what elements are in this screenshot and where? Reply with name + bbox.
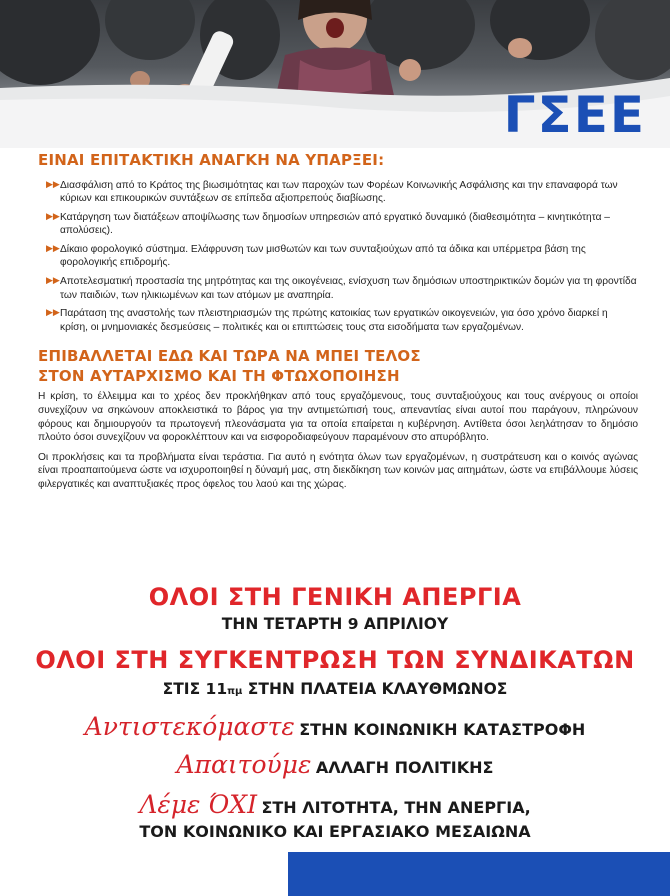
- list-item: ▶▶ Δίκαιο φορολογικό σύστημα. Ελάφρυνση των μισθωτών και των συνταξιούχων από τα άδικα και υπέρμετρα βάση της φορολογικής επιδρομής.: [46, 243, 586, 269]
- slogan-script: Λέμε ΌΧΙ: [139, 790, 257, 819]
- list-item: ▶▶ Παράταση της αναστολής των πλειστηριασμών της πρώτης κατοικίας των εργατικών οικογενειών, για όσο χρόνο διαρκεί η κρίση, οι μνημονιακές δεσμεύσεις – πολιτικές και οι επιπτώσεις τους στα εισοδήματα των εργαζομένων.: [46, 308, 608, 333]
- slogan-no: [0, 790, 670, 819]
- double-arrow-icon: ▶▶: [46, 179, 60, 190]
- double-arrow-icon: ▶▶: [46, 308, 60, 319]
- section2-paragraph-1: Η κρίση, το έλλειμμα και το χρέος δεν προκλήθηκαν από τους εργαζόμενους, τους συνταξιούχους και τους ανέργους οι οποίοι συνεχίζουν να σηκώνουν αποκλειστικά το βάρος για την αντιμετώπισή τους, απεναντίας είναι αυτοί που παράγουν, πληρώνουν φόρους και δημιουργούν τα πρωτογενή πλεονάσματα για τα οποία επαίρεται η κυβέρνηση. Αντίθετα όσοι λεηλάτησαν το δημόσιο πλούτο όσοι συνεχίζουν να φοροκλέπτουν και να εισφοροδιαφεύγουν παραμένουν στο απυρόβλητο.: [38, 391, 638, 444]
- section2-heading-line1: ΕΠΙΒΑΛΛΕΤΑΙ ΕΔΩ ΚΑΙ ΤΩΡΑ ΝΑ ΜΠΕΙ ΤΕΛΟΣ: [38, 347, 421, 366]
- strike-call: ΟΛΟΙ ΣΤΗ ΓΕΝΙΚΗ ΑΠΕΡΓΙΑ: [148, 583, 522, 611]
- rally-call: ΟΛΟΙ ΣΤΗ ΣΥΓΚΕΝΤΡΩΣΗ ΤΩΝ ΣΥΝΔΙΚΑΤΩΝ: [35, 646, 635, 674]
- slogan-plain: ΣΤΗ ΛΙΤΟΤΗΤΑ, ΤΗΝ ΑΝΕΡΓΙΑ,: [261, 798, 531, 817]
- section2-heading: [38, 347, 638, 386]
- slogan-plain: ΣΤΗΝ ΚΟΙΝΩΝΙΚΗ ΚΑΤΑΣΤΡΟΦΗ: [299, 720, 586, 739]
- section2-paragraph-2: Οι προκλήσεις και τα προβλήματα είναι τεράστια. Για αυτό η ενότητα όλων των εργαζομένων, η συστράτευση και ο κοινός αγώνας είναι προαπαιτούμενα ώστε να ισχυροποιηθεί η δύναμή μας, στη διεκδίκηση των κοινών μας αιτημάτων, ώστε να επιβάλλουμε λύσεις φιλεργατικές και αναπτυξιακές προς όφελος του λαού και της χώρας.: [38, 451, 638, 490]
- strike-date: ΤΗΝ ΤΕΤΑΡΤΗ 9 ΑΠΡΙΛΙΟΥ: [221, 615, 449, 633]
- double-arrow-icon: ▶▶: [46, 276, 60, 287]
- double-arrow-icon: ▶▶: [46, 211, 60, 222]
- header-photo: [0, 0, 670, 148]
- demands-list: [38, 179, 638, 335]
- gsee-logo: ΓΣΕΕ: [503, 86, 646, 144]
- bottom-blue-bar: [288, 852, 670, 896]
- list-item: ▶▶ Αποτελεσματική προστασία της μητρότητας και της οικογένειας, ενίσχυση των δημόσιων υποστηρικτικών δομών για τη φροντίδα των παιδιών, των ηλικιωμένων και των ατόμων με αναπηρία.: [46, 276, 637, 301]
- section2-heading-line2: ΣΤΟΝ ΑΥΤΑΡΧΙΣΜΟ ΚΑΙ ΤΗ ΦΤΩΧΟΠΟΙΗΣΗ: [38, 366, 400, 385]
- slogan-resist: [0, 712, 670, 741]
- double-arrow-icon: ▶▶: [46, 243, 60, 254]
- main-content: [38, 148, 638, 492]
- slogan-last-line: ΤΟΝ ΚΟΙΝΩΝΙΚΟ ΚΑΙ ΕΡΓΑΣΙΑΚΟ ΜΕΣΑΙΩΝΑ: [139, 822, 531, 841]
- list-item: ▶▶ Διασφάλιση από το Κράτος της βιωσιμότητας και των παροχών των Φορέων Κοινωνικής Ασφάλισης και την επαναφορά των κύριων και επικουρικών συντάξεων σε επίπεδα αξιοπρεπούς διαβίωσης.: [46, 179, 618, 205]
- list-item: ▶▶ Κατάργηση των διατάξεων αποψίλωσης των δημοσίων υπηρεσιών από εργατικό δυναμικό (διαθεσιμότητα – κινητικότητα – απολύσεις).: [46, 211, 610, 237]
- slogan-script: Απαιτούμε: [176, 750, 312, 779]
- rally-time-place: ΣΤΙΣ 11πμ ΣΤΗΝ ΠΛΑΤΕΙΑ ΚΛΑΥΘΜΩΝΟΣ: [162, 680, 508, 698]
- slogan-demand: [0, 750, 670, 779]
- slogan-plain: ΑΛΛΑΓΗ ΠΟΛΙΤΙΚΗΣ: [315, 758, 494, 777]
- slogan-script: Αντιστεκόμαστε: [84, 712, 295, 741]
- section1-heading: ΕΙΝΑΙ ΕΠΙΤΑΚΤΙΚΗ ΑΝΑΓΚΗ ΝΑ ΥΠΑΡΞΕΙ:: [38, 151, 385, 169]
